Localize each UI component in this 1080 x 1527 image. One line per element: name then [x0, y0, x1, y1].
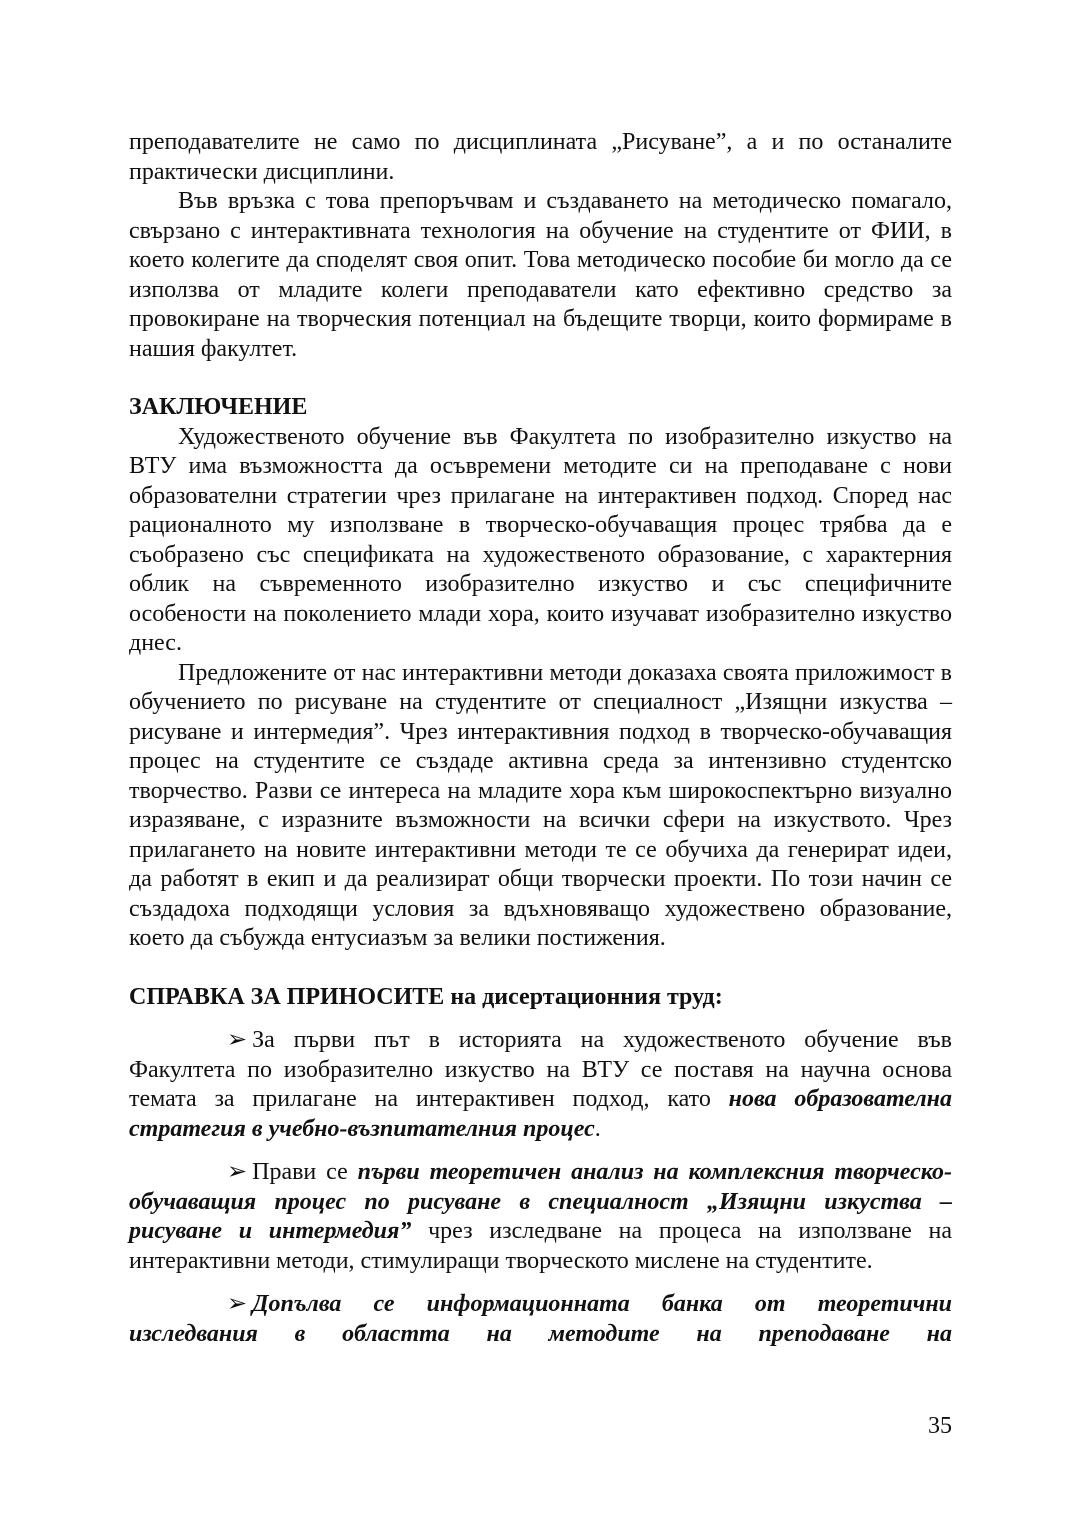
spacer — [129, 1276, 952, 1290]
arrow-bullet-icon: ➢ — [227, 1159, 248, 1185]
contribution-text: За първи път в историята на художественото обучение във Факултета по изобразително изкуство на ВТУ се поставя на научна основа темата за прилагане на интерактивен подход, като — [129, 1027, 952, 1112]
contribution-emphasis: Допълва се информационната банка от теоретични изследвания в областта на методите на преподаване на — [129, 1291, 952, 1347]
contribution-item-3 — [129, 1290, 952, 1349]
spacer — [129, 1144, 952, 1158]
contributions-heading-rest: на дисертационния труд: — [444, 983, 723, 1010]
contribution-emphasis: първи теоретичен анализ на комплексния творческо-обучаващия процес по рисуване в специалност „Изящни изкуства – рисуване и интермедия” — [129, 1159, 953, 1244]
contributions-heading — [129, 983, 952, 1013]
page-number: 35 — [928, 1413, 952, 1439]
spacer — [129, 1012, 952, 1026]
spacer — [129, 364, 952, 393]
contribution-text: Прави се — [252, 1159, 358, 1185]
conclusion-heading: ЗАКЛЮЧЕНИЕ — [129, 394, 308, 420]
conclusion-paragraph-2: Предложените от нас интерактивни методи доказаха своята приложимост в обучението по рисуване на студентите от специалност „Изящни изкуства – рисуване и интермедия”. Чрез интерактивния подход в творческо-обучаващия процес на студентите се създаде активна среда за интензивно студентско творчество. Разви се интереса на младите хора към широкоспектърно визуално изразяване, с изразните възможности на всички сфери на изкуството. Чрез прилагането на новите интерактивни методи те се обучиха да генерират идеи, да работят в екип и да реализират общи творчески проекти. По този начин се създадоха подходящи условия за вдъхновяващо художествено образование, което да събужда ентусиазъм за велики постижения. — [129, 659, 952, 951]
arrow-bullet-icon: ➢ — [227, 1291, 248, 1317]
contribution-item-2 — [129, 1158, 952, 1276]
paragraph-continuation: преподавателите не само по дисциплината „Рисуване”, а и по останалите практически дисциплини. — [129, 129, 952, 185]
contribution-emphasis: нова образователна стратегия в учебно-възпитателния процес — [129, 1086, 952, 1142]
spacer — [129, 954, 952, 983]
contribution-text-end: . — [594, 1115, 601, 1142]
conclusion-paragraph-1: Художественото обучение във Факултета по изобразително изкуство на ВТУ има възможността да осъвремени методите си на преподаване с нови образователни стратегии чрез прилагане на интерактивен подход. Според нас рационалното му използване в творческо-обучаващия процес трябва да е съобразено със спецификата на художественото образование, с характерния облик на съвременното изобразително изкуство и със специфичните особености на поколението млади хора, които изучават изобразително изкуство днес. — [129, 423, 952, 656]
arrow-bullet-icon: ➢ — [227, 1027, 248, 1053]
paragraph-recommendation: Във връзка с това препоръчвам и създаването на методическо помагало, свързано с интерактивната технология на обучение на студентите от ФИИ, в което колегите да споделят своя опит. Това методическо пособие би могло да се използва от младите колеги преподаватели като ефективно средство за провокиране на творческия потенциал на бъдещите творци, които формираме в нашия факултет. — [129, 188, 952, 362]
contribution-text-end: чрез изследване на процеса на използване на интерактивни методи, стимулиращи творческото мислене на студентите. — [129, 1218, 953, 1274]
contribution-item-1 — [129, 1026, 952, 1144]
contributions-heading-bold: СПРАВКА ЗА ПРИНОСИТЕ — [129, 983, 445, 1010]
page-content — [129, 128, 952, 1349]
